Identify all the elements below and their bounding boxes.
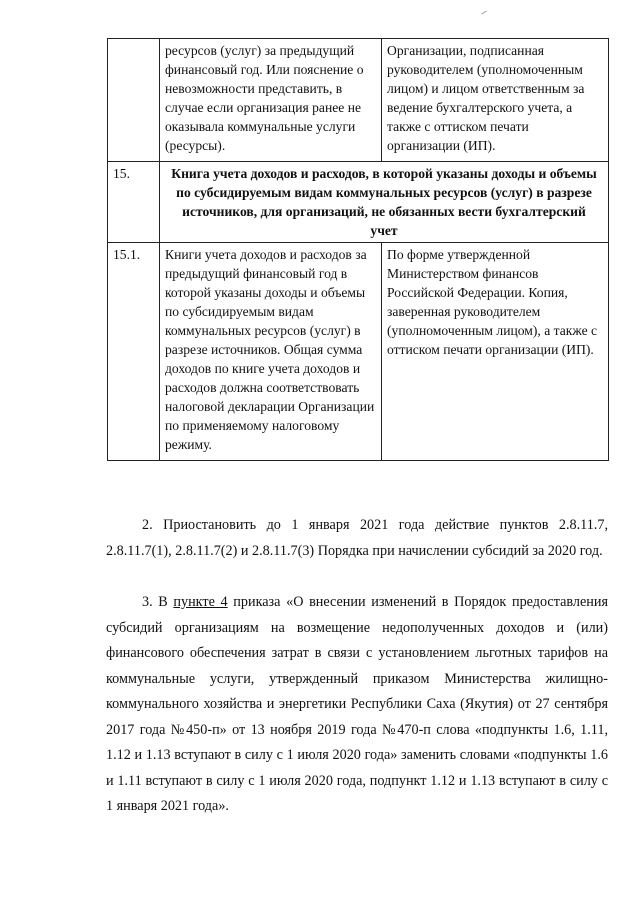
row-number-cell: [108, 39, 160, 162]
table-row: [108, 39, 609, 162]
row-number-cell: 15.1.: [108, 243, 160, 461]
clause-link[interactable]: пункте 4: [173, 594, 228, 610]
paragraph-2: 2. Приостановить до 1 января 2021 года действие пунктов 2.8.11.7, 2.8.11.7(1), 2.8.11.7(2) и 2.8.11.7(3) Порядка при начислении субсидий за 2020 год.: [106, 517, 608, 559]
requirements-cell: Организации, подписанная руководителем (уполномоченным лицом) и лицом ответственным за ведение бухгалтерского учета, а также с оттиском печати организации (ИП).: [382, 39, 609, 162]
table-row: [108, 243, 609, 461]
row-number-cell: 15.: [108, 162, 160, 243]
paragraph-3: [106, 590, 608, 820]
document-description-cell: ресурсов (услуг) за предыдущий финансовый год. Или пояснение о невозможности представить, в случае если организация ранее не оказывала коммунальные услуги (ресурсы).: [160, 39, 382, 162]
document-description-cell: Книги учета доходов и расходов за предыдущий финансовый год в которой указаны доходы и объемы по субсидируемым видам коммунальных ресурсов (услуг) в разрезе источников. Общая сумма доходов по книге учета доходов и расходов должна соответствовать налоговой декларации Организации по применяемому налоговому режиму.: [160, 243, 382, 461]
requirements-table: [107, 38, 609, 461]
paragraph-3-lead: 3. В: [142, 594, 174, 610]
scan-mark: [481, 11, 487, 15]
paragraph-3-body: приказа «О внесении изменений в Порядок предоставления субсидий организациям на возмещение недополученных доходов и (или) финансового обеспечения затрат в связи с установлением льготных тарифов на коммунальные услуги, утвержденный приказом Министерства жилищно-коммунального хозяйства и энергетики Республики Саха (Якутия) от 27 сентября 2017 года №450-п» от 13 ноября 2019 года №470-п слова «подпункты 1.6, 1.11, 1.12 и 1.13 вступают в силу с 1 июля 2020 года» заменить словами «подпункты 1.6 и 1.11 вступают в силу с 1 июля 2020 года, подпункт 1.12 и 1.13 вступают в силу с 1 января 2021 года».: [106, 594, 609, 814]
section-heading-cell: Книга учета доходов и расходов, в которой указаны доходы и объемы по субсидируемым видам коммунальных ресурсов (услуг) в разрезе источников, для организаций, не обязанных вести бухгалтерский учет: [160, 162, 609, 243]
requirements-cell: По форме утвержденной Министерством финансов Российской Федерации. Копия, заверенная руководителем (уполномоченным лицом), а также с оттиском печати организации (ИП).: [382, 243, 609, 461]
table-row: [108, 162, 609, 243]
